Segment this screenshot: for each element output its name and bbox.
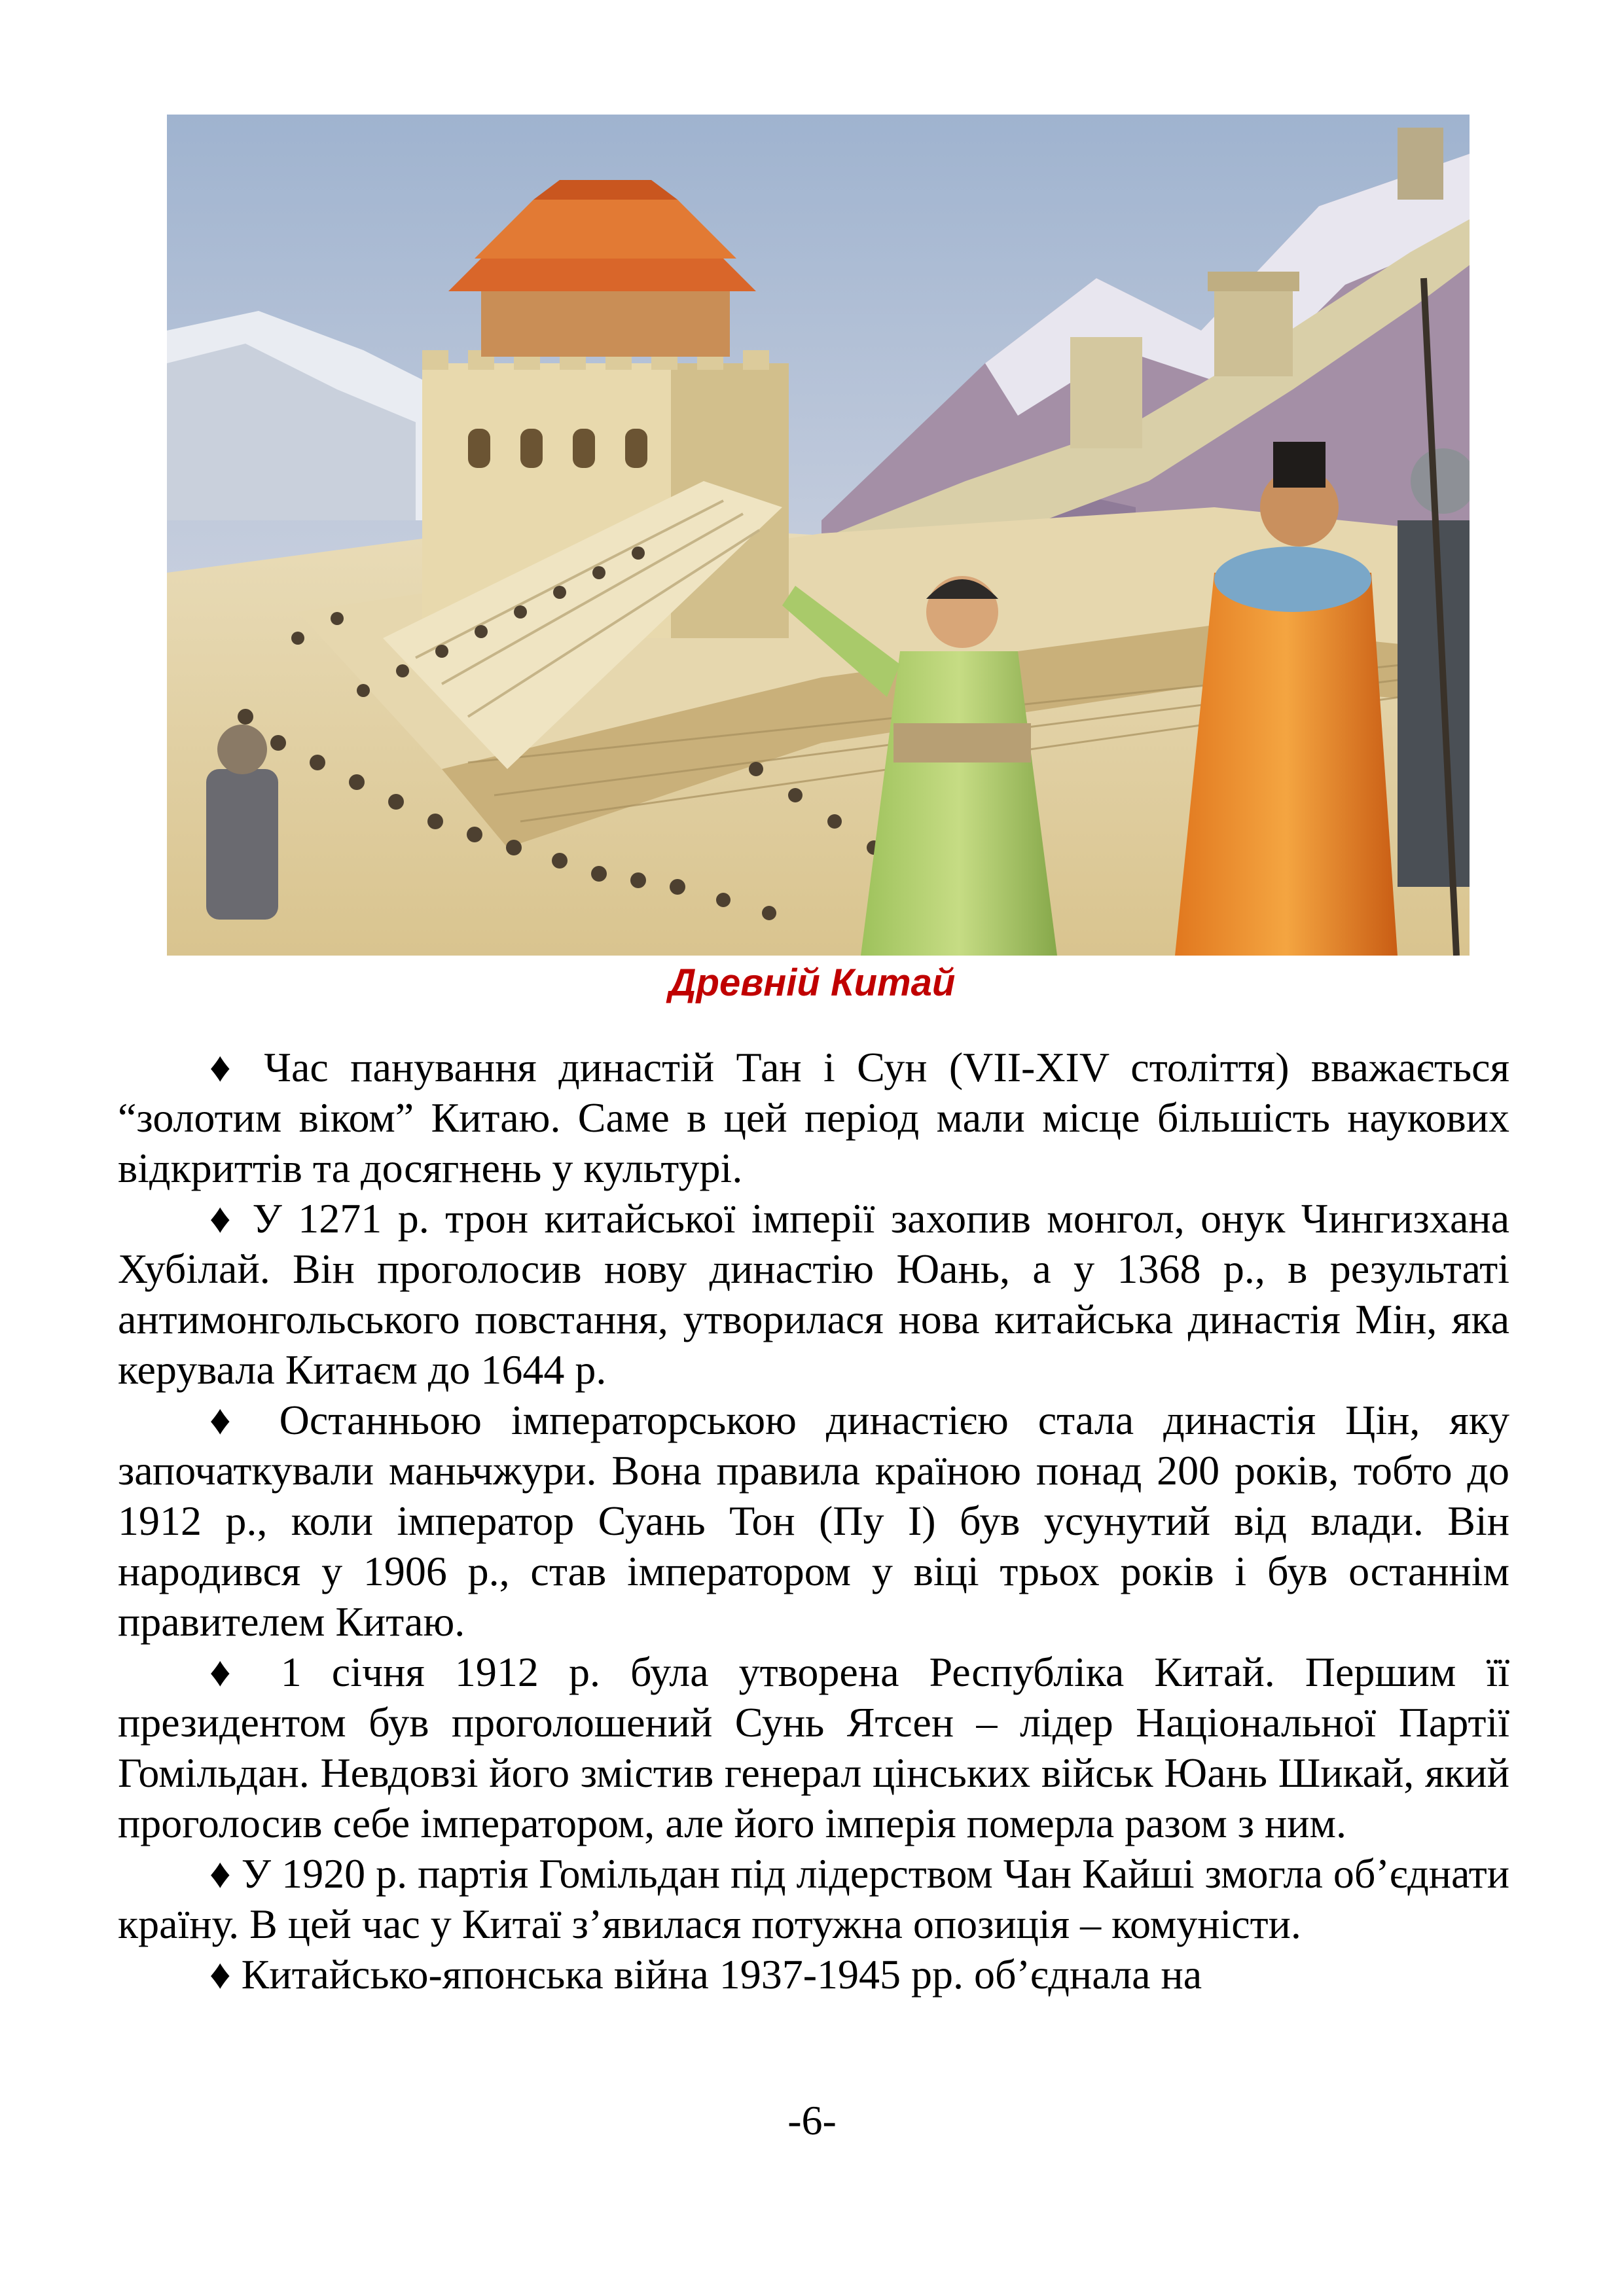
bullet-icon: ♦	[209, 1649, 251, 1695]
bullet-icon: ♦	[209, 1044, 243, 1090]
paragraph-yuan-ming	[118, 1193, 1509, 1395]
paragraph-republic	[118, 1647, 1509, 1848]
pavilion-roof-lower	[448, 259, 756, 291]
article-body	[118, 1042, 1509, 2000]
page-number: -6-	[787, 2097, 837, 2144]
bullet-icon: ♦	[209, 1850, 231, 1897]
paragraph-text: У 1271 р. трон китайської імперії захопив монгол, онук Чингизхана Хубілай. Він проголосив нову династію Юань, а у 1368 р., в результаті антимонгольського повстання, утворилася нова китайська династія Мін, яка керувала Китаєм до 1644 р.	[118, 1195, 1510, 1393]
watchtower-far	[1214, 285, 1293, 376]
soldier-left-head	[217, 725, 267, 774]
watchtower-far-top	[1208, 272, 1299, 291]
figure-orange-collar	[1214, 547, 1371, 612]
figure-green-sash	[893, 723, 1031, 762]
guard-right-body	[1398, 520, 1470, 887]
illustration-ancient-china	[167, 115, 1470, 956]
watchtower-peak	[1398, 128, 1443, 200]
watchtower-mid	[1070, 337, 1142, 448]
figure-orange-hat	[1273, 442, 1326, 488]
figure-caption: Древній Китай	[668, 961, 956, 1004]
paragraph-sino-japanese-war	[118, 1949, 1509, 2000]
paragraph-text: Останньою імператорською династією стала династія Цін, яку започаткували маньчжури. Вона правила країною понад 200 років, тобто до 1912 р., коли імператор Суань Тон (Пу І) був усунутий від влади. Він народився у 1906 р., став імператором у віці трьох років і був останнім правителем Китаю.	[118, 1397, 1510, 1645]
paragraph-tang-song	[118, 1042, 1509, 1193]
bullet-icon: ♦	[209, 1397, 250, 1443]
great-wall-painting	[167, 115, 1470, 956]
paragraph-qing	[118, 1395, 1509, 1647]
bullet-icon: ♦	[209, 1951, 231, 1998]
paragraph-text: У 1920 р. партія Гомільдан під лідерством Чан Кайші змогла об’єднати країну. В цей час у Китаї з’явилася потужна опозиція – комуністи.	[118, 1850, 1509, 1947]
soldier-left-body	[206, 769, 278, 920]
paragraph-text: Час панування династій Тан і Сун (VII-XIV століття) вважається “золотим віком” Китаю. Саме в цей період мали місце більшість наукових відкриттів та досягнень у культурі.	[118, 1044, 1509, 1191]
paragraph-text: 1 січня 1912 р. була утворена Республіка Китай. Першим її президентом був проголошений Сунь Ятсен – лідер Національної Партії Гомільдан. Невдовзі його змістив генерал цінських військ Юань Шикай, який проголосив себе імператором, але його імперія померла разом з ним.	[118, 1649, 1510, 1846]
figure-orange-robe	[1175, 573, 1398, 956]
paragraph-text: Китайсько-японська війна 1937-1945 рр. об’єднала на	[241, 1951, 1202, 1998]
bullet-icon: ♦	[209, 1195, 237, 1242]
paragraph-kuomintang	[118, 1848, 1509, 1949]
